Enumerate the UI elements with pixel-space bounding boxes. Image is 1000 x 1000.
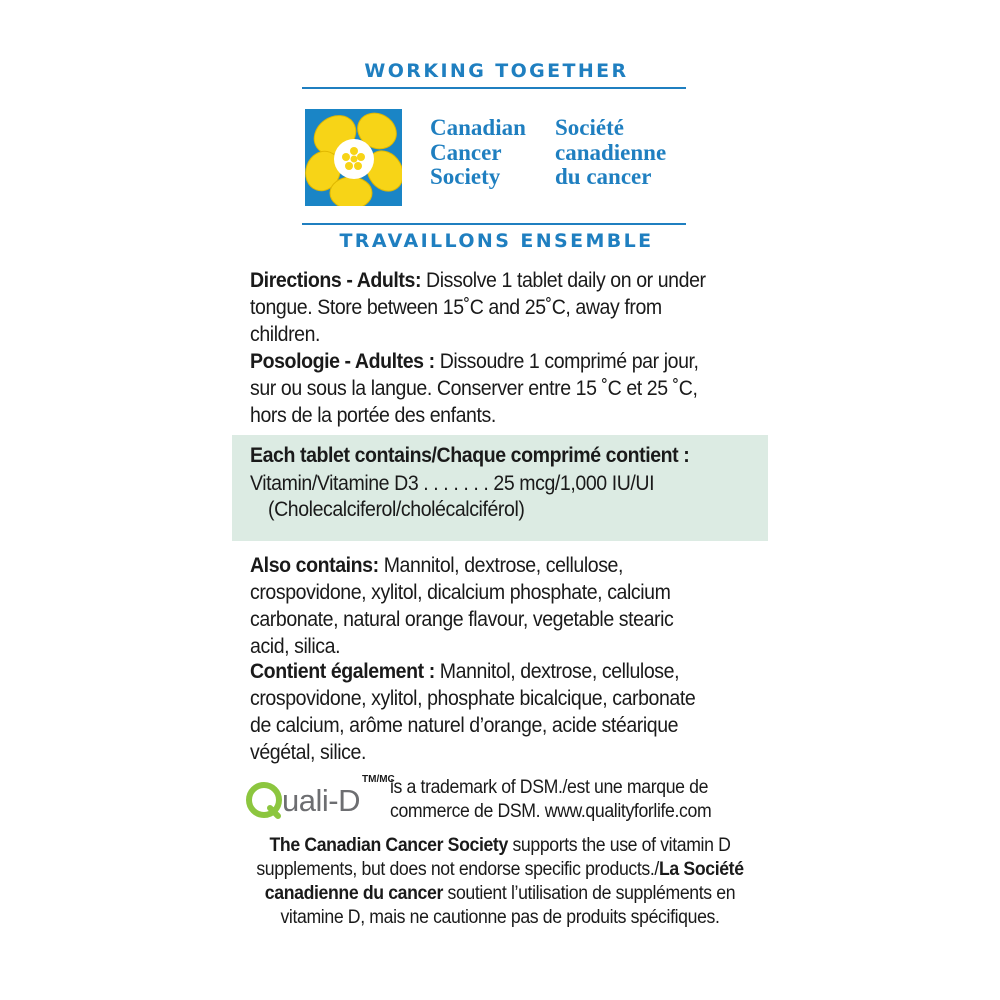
also-en-text: Mannitol, dextrose, cellulose, crospovidone, xylitol, dicalcium phosphate, calcium carbonate, natural orange flavour, vegetable stearic acid, silica.: [250, 554, 674, 658]
also-en-label: Also contains:: [250, 554, 379, 577]
directions-en-label: Directions - Adults:: [250, 269, 422, 292]
header-rule-bottom: [302, 223, 686, 225]
directions-fr-label: Posologie - Adultes :: [250, 350, 435, 373]
org-name-fr-line: canadienne: [555, 139, 667, 165]
org-name-en: [430, 116, 526, 190]
disclaimer-society-fr: La Société canadienne du cancer: [264, 859, 744, 904]
contains-heading: Each tablet contains/Chaque comprimé contient :: [250, 444, 690, 467]
org-name-fr-line: du cancer: [555, 164, 652, 189]
daffodil-icon: [305, 109, 402, 206]
org-name-en-line: Society: [430, 164, 501, 189]
also-fr-label: Contient également :: [250, 660, 435, 683]
ingredient-row: Vitamin/Vitamine D3 . . . . . . . 25 mcg/1,000 IU/UI: [250, 472, 655, 495]
directions-fr: [250, 348, 715, 429]
org-name-fr: [555, 116, 666, 190]
disclaimer-text-en: supports the use of vitamin D supplements, but does not endorse specific products./: [256, 835, 731, 880]
tagline-travaillons-ensemble: TRAVAILLONS ENSEMBLE: [339, 230, 654, 252]
disclaimer-society-en: The Canadian Cancer Society: [269, 835, 508, 856]
org-name-en-line: Cancer: [430, 139, 502, 165]
directions-en-text: Dissolve 1 tablet daily on or under tongue. Store between 15˚C and 25˚C, away from children.: [250, 269, 706, 346]
org-name-en-line: Canadian: [430, 115, 526, 140]
non-medicinal-fr: [250, 658, 715, 766]
also-fr-text: Mannitol, dextrose, cellulose, crospovidone, xylitol, phosphate bicalcique, carbonate de calcium, arôme naturel d’orange, acide stéarique végétal, silice.: [250, 660, 696, 764]
tagline-working-together: WORKING TOGETHER: [364, 60, 629, 82]
header-rule-top: [302, 87, 686, 89]
org-name-fr-line: Société: [555, 115, 624, 140]
trademark-mark: TM/MC: [362, 774, 395, 785]
directions-en: [250, 267, 715, 348]
society-disclaimer: [232, 834, 768, 930]
svg-text:uali-D: uali-D: [282, 783, 360, 818]
ingredient-subname: (Cholecalciferol/cholécalciférol): [268, 498, 525, 521]
disclaimer-text-fr: soutient l’utilisation de suppléments en vitamine D, mais ne cautionne pas de produits spécifiques.: [280, 883, 736, 928]
non-medicinal-en: [250, 552, 715, 660]
medicinal-ingredients-box: [232, 435, 768, 541]
trademark-text: is a trademark of DSM./est une marque de commerce de DSM. www.qualityforlife.com: [390, 777, 712, 822]
directions-fr-text: Dissoudre 1 comprimé par jour, sur ou sous la langue. Conserver entre 15 ˚C et 25 ˚C, hors de la portée des enfants.: [250, 350, 699, 427]
